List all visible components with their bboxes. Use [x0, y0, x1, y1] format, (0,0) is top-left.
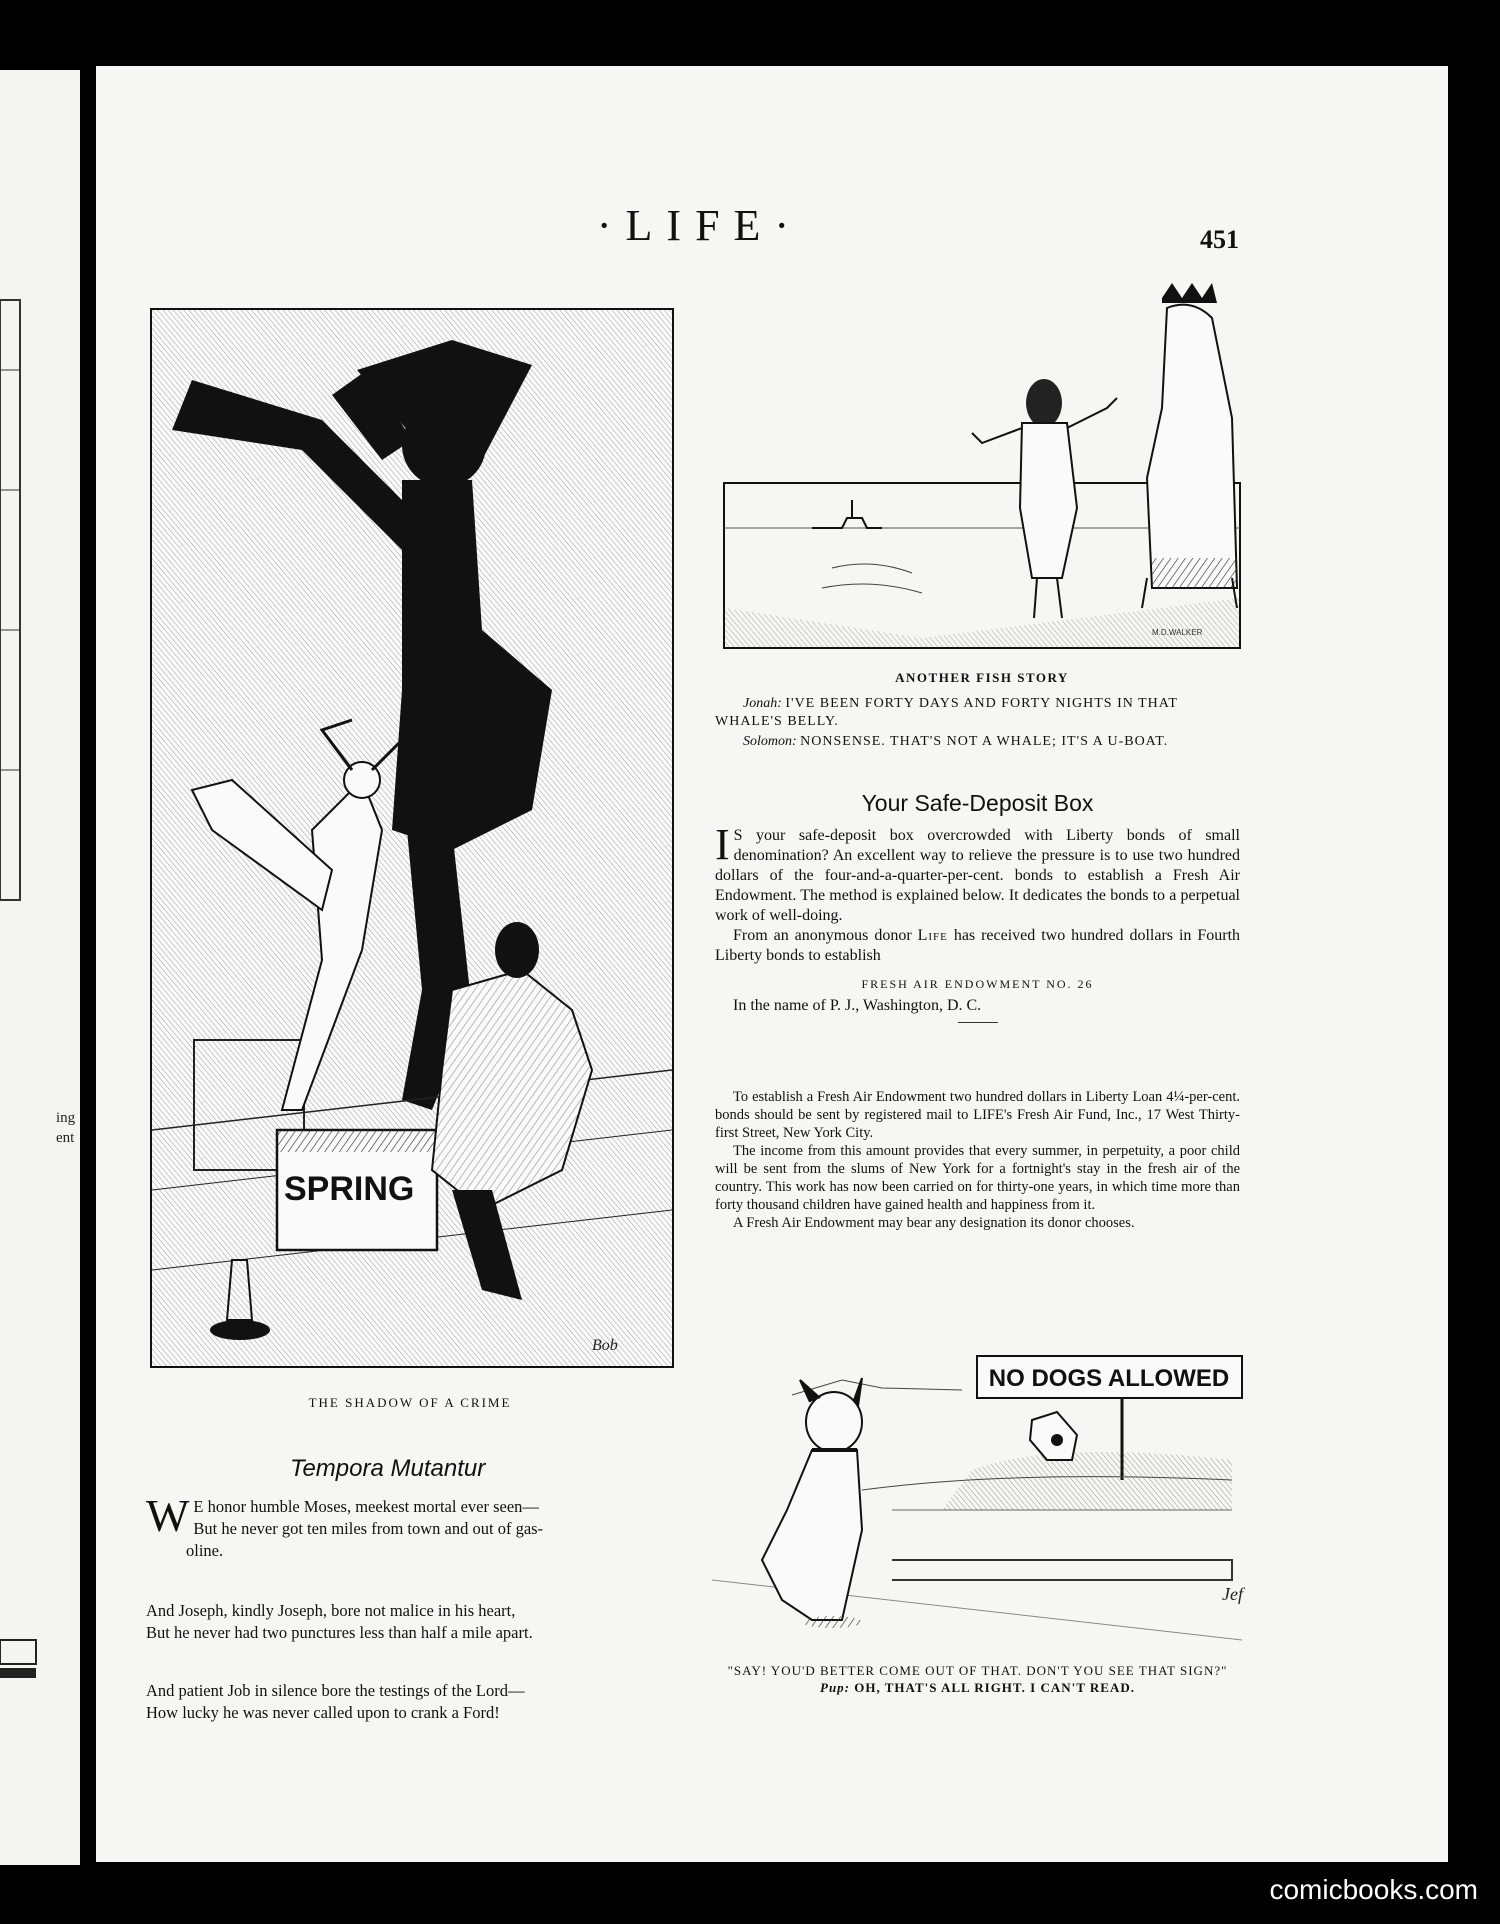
poem-dropcap: W [146, 1490, 190, 1541]
cartoon-signature: M.D.WALKER [1152, 628, 1203, 637]
svg-text:Jef: Jef [1222, 1584, 1243, 1604]
poem-line: But he never had two punctures less than half a mile apart. [146, 1623, 533, 1642]
no-dogs-cartoon [712, 1350, 1247, 1650]
life-name: Life [917, 927, 948, 944]
endowment-number: FRESH AIR ENDOWMENT NO. 26 [861, 977, 1094, 991]
article-title: Your Safe-Deposit Box [861, 790, 1094, 816]
article-text: has received two hundred dollars in Fourth Liberty bonds to establish [715, 927, 1241, 964]
speaker-pup: Pup: [820, 1680, 850, 1695]
svg-text:Bob: Bob [592, 1337, 618, 1354]
crate-label: SPRING [284, 1170, 415, 1208]
article-paragraph: A Fresh Air Endowment may bear any designation its donor chooses. [733, 1215, 1135, 1231]
caption-line [710, 1679, 1245, 1696]
site-watermark: comicbooks.com [1269, 1874, 1478, 1905]
facing-page-drawing [0, 70, 80, 1865]
caption-line: "SAY! YOU'D BETTER COME OUT OF THAT. DON'T YOU SEE THAT SIGN?" [727, 1663, 1228, 1678]
facing-page-fragment: ent [56, 1130, 75, 1146]
article-paragraph [715, 926, 1240, 966]
poem-line: E honor humble Moses, meekest mortal ever seen— [193, 1497, 539, 1516]
poem-line: How lucky he was never called upon to crank a Ford! [146, 1703, 500, 1722]
poem-line: And patient Job in silence bore the testings of the Lord— [146, 1681, 525, 1700]
article-dropcap: I [715, 820, 730, 869]
facing-page-fragment: ing [56, 1110, 76, 1126]
fish-story-cartoon [722, 278, 1242, 650]
facing-page-edge [0, 70, 83, 1865]
poem-line: But he never got ten miles from town and out of gas- [193, 1519, 544, 1538]
speaker-jonah: Jonah: [743, 696, 782, 711]
fish-story-drawing [722, 278, 1242, 650]
shadow-of-crime-illustration [150, 308, 674, 1368]
no-dogs-drawing [712, 1350, 1247, 1650]
article-instructions [715, 1088, 1240, 1232]
no-dogs-sign-text: NO DOGS ALLOWED [988, 1365, 1230, 1392]
shadow-illustration-caption: THE SHADOW OF A CRIME [308, 1395, 512, 1410]
donor-line: In the name of P. J., Washington, D. C. [733, 997, 982, 1014]
article-paragraph: To establish a Fresh Air Endowment two hundred dollars in Liberty Loan 4¼-per-cent. bonds should be sent by registered mail to LIFE's Fresh Air Fund, Inc., 17 West Thirty-first Street, New York City. [715, 1089, 1240, 1141]
fish-caption-line-1 [715, 695, 1240, 731]
fish-story-title: ANOTHER FISH STORY [895, 670, 1069, 685]
poem-stanza-3 [146, 1680, 666, 1724]
poem-stanza-1 [146, 1490, 666, 1562]
jonah-dialogue: I'VE BEEN FORTY DAYS AND FORTY NIGHTS IN THAT WHALE'S BELLY. [715, 696, 1178, 729]
poem-line: And Joseph, kindly Joseph, bore not malice in his heart, [146, 1601, 516, 1620]
fish-caption-line-2 [715, 733, 1240, 751]
speaker-solomon: Solomon: [743, 734, 797, 749]
page-number: 451 [1200, 225, 1239, 254]
no-dogs-caption [710, 1662, 1245, 1696]
article-text: From an anonymous donor [733, 927, 912, 944]
poem-title: Tempora Mutantur [290, 1455, 486, 1482]
divider [958, 1022, 998, 1023]
solomon-dialogue: NONSENSE. THAT'S NOT A WHALE; IT'S A U-BOAT. [800, 734, 1169, 749]
article-body [715, 820, 1241, 1029]
pup-dialogue: OH, THAT'S ALL RIGHT. I CAN'T READ. [854, 1680, 1135, 1695]
poem-line: oline. [186, 1541, 224, 1560]
shadow-illustration-drawing [152, 310, 672, 1366]
masthead: ·LIFE· [596, 201, 804, 250]
poem-stanza-2 [146, 1600, 666, 1644]
article-paragraph: S your safe-deposit box overcrowded with Liberty bonds of small denomination? An excellent way to relieve the pressure is to use two hundred dollars of the four-and-a-quarter-per-cent. bonds to establish a Fresh Air Endowment. The method is explained below. It dedicates the bonds to a perpetual work of well-doing. [715, 827, 1240, 924]
article-paragraph: The income from this amount provides that every summer, in perpetuity, a poor child will be sent from the slums of New York for a fortnight's stay in the fresh air of the country. This work has now been carried on for thirty-one years, in which time more than forty thousand children have gained health and happiness from it. [715, 1143, 1240, 1213]
